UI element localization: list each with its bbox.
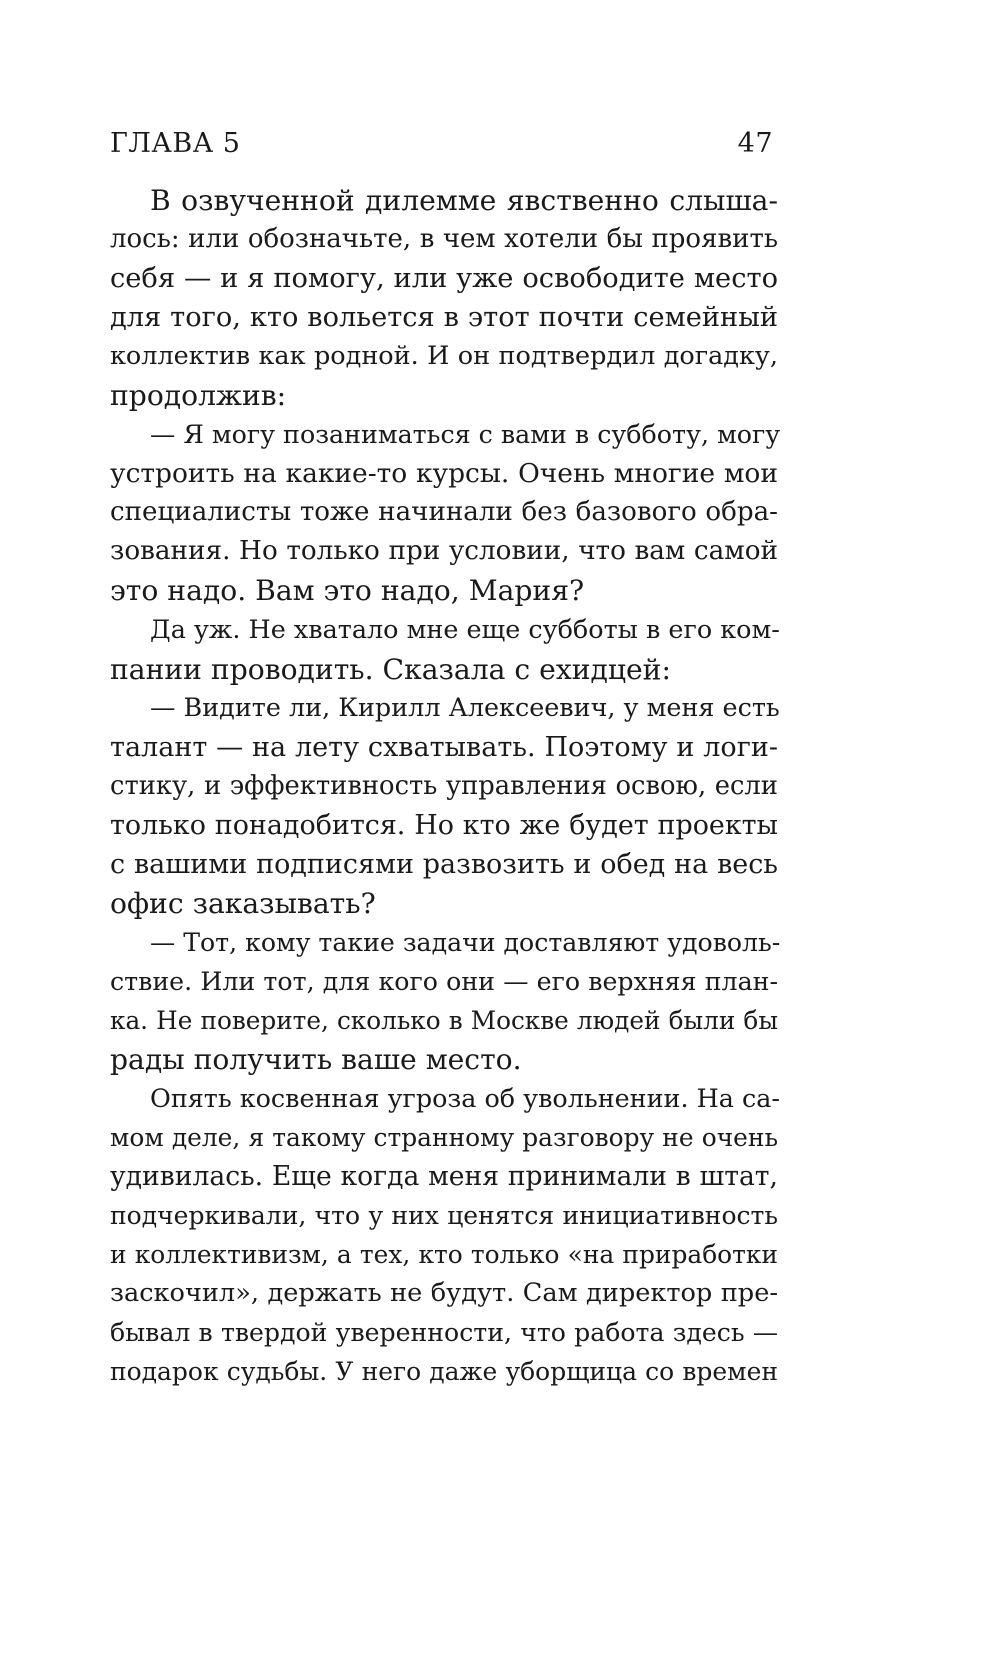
page-number: 47	[737, 128, 773, 159]
text-line: и коллективизм, а тех, кто только «на приработки	[110, 1240, 778, 1270]
text-line: ка. Не поверите, сколько в Москве людей были бы	[110, 1005, 778, 1035]
text-line: рады получить ваше место.	[110, 1043, 522, 1077]
text-line: Опять косвенная угроза об увольнении. На са-	[150, 1083, 780, 1114]
text-line: — Тот, кому такие задачи доставляют удоволь-	[150, 927, 781, 957]
text-line: только понадобится. Но кто же будет проекты	[110, 809, 778, 841]
text-line: специалисты тоже начинали без базового обра-	[110, 497, 778, 528]
text-line: стику, и эффективность управления освою, если	[110, 770, 778, 801]
text-line: зования. Но только при условии, что вам самой	[110, 536, 778, 567]
text-line: ствие. Или тот, для кого они — его верхняя план-	[110, 966, 778, 996]
text-line: это надо. Вам это надо, Мария?	[110, 574, 585, 608]
text-line: с вашими подписями развозить и обед на весь	[110, 848, 778, 880]
text-line: лось: или обозначьте, в чем хотели бы проявить	[110, 224, 778, 255]
running-header	[110, 124, 773, 164]
text-line: продолжив:	[110, 379, 287, 413]
text-line: — Я могу позаниматься с вами в субботу, могу	[150, 419, 781, 450]
text-line: В озвученной дилемме явственно слыша-	[150, 184, 778, 217]
body-text	[110, 181, 781, 1391]
text-line: талант — на лету схватывать. Поэтому и логи-	[110, 731, 778, 763]
text-line: бывал в твердой уверенности, что работа здесь —	[110, 1318, 778, 1348]
chapter-title: ГЛАВА 5	[110, 128, 241, 159]
text-line: Да уж. Не хватало мне еще субботы в его ком-	[150, 614, 780, 645]
text-line: подарок судьбы. У него даже уборщица со времен	[110, 1357, 778, 1387]
text-line: мом деле, я такому странному разговору не очень	[110, 1123, 778, 1153]
text-line: заскочил», держать не будут. Сам директор пре-	[110, 1278, 778, 1309]
text-line: офис заказывать?	[110, 886, 376, 920]
text-line: — Видите ли, Кирилл Алексеевич, у меня есть	[150, 692, 780, 723]
text-line: удивилась. Еще когда меня принимали в штат,	[110, 1161, 778, 1193]
text-line: для того, кто вольется в этот почти семейный	[110, 302, 778, 334]
text-line: пании проводить. Сказала с ехидцей:	[110, 652, 671, 686]
text-line: себя — и я помогу, или уже освободите место	[110, 263, 778, 295]
text-line: коллектив как родной. И он подтвердил догадку,	[110, 341, 778, 372]
text-line: устроить на какие-то курсы. Очень многие мои	[110, 458, 778, 490]
text-line: подчеркивали, что у них ценятся инициативность	[110, 1201, 778, 1231]
